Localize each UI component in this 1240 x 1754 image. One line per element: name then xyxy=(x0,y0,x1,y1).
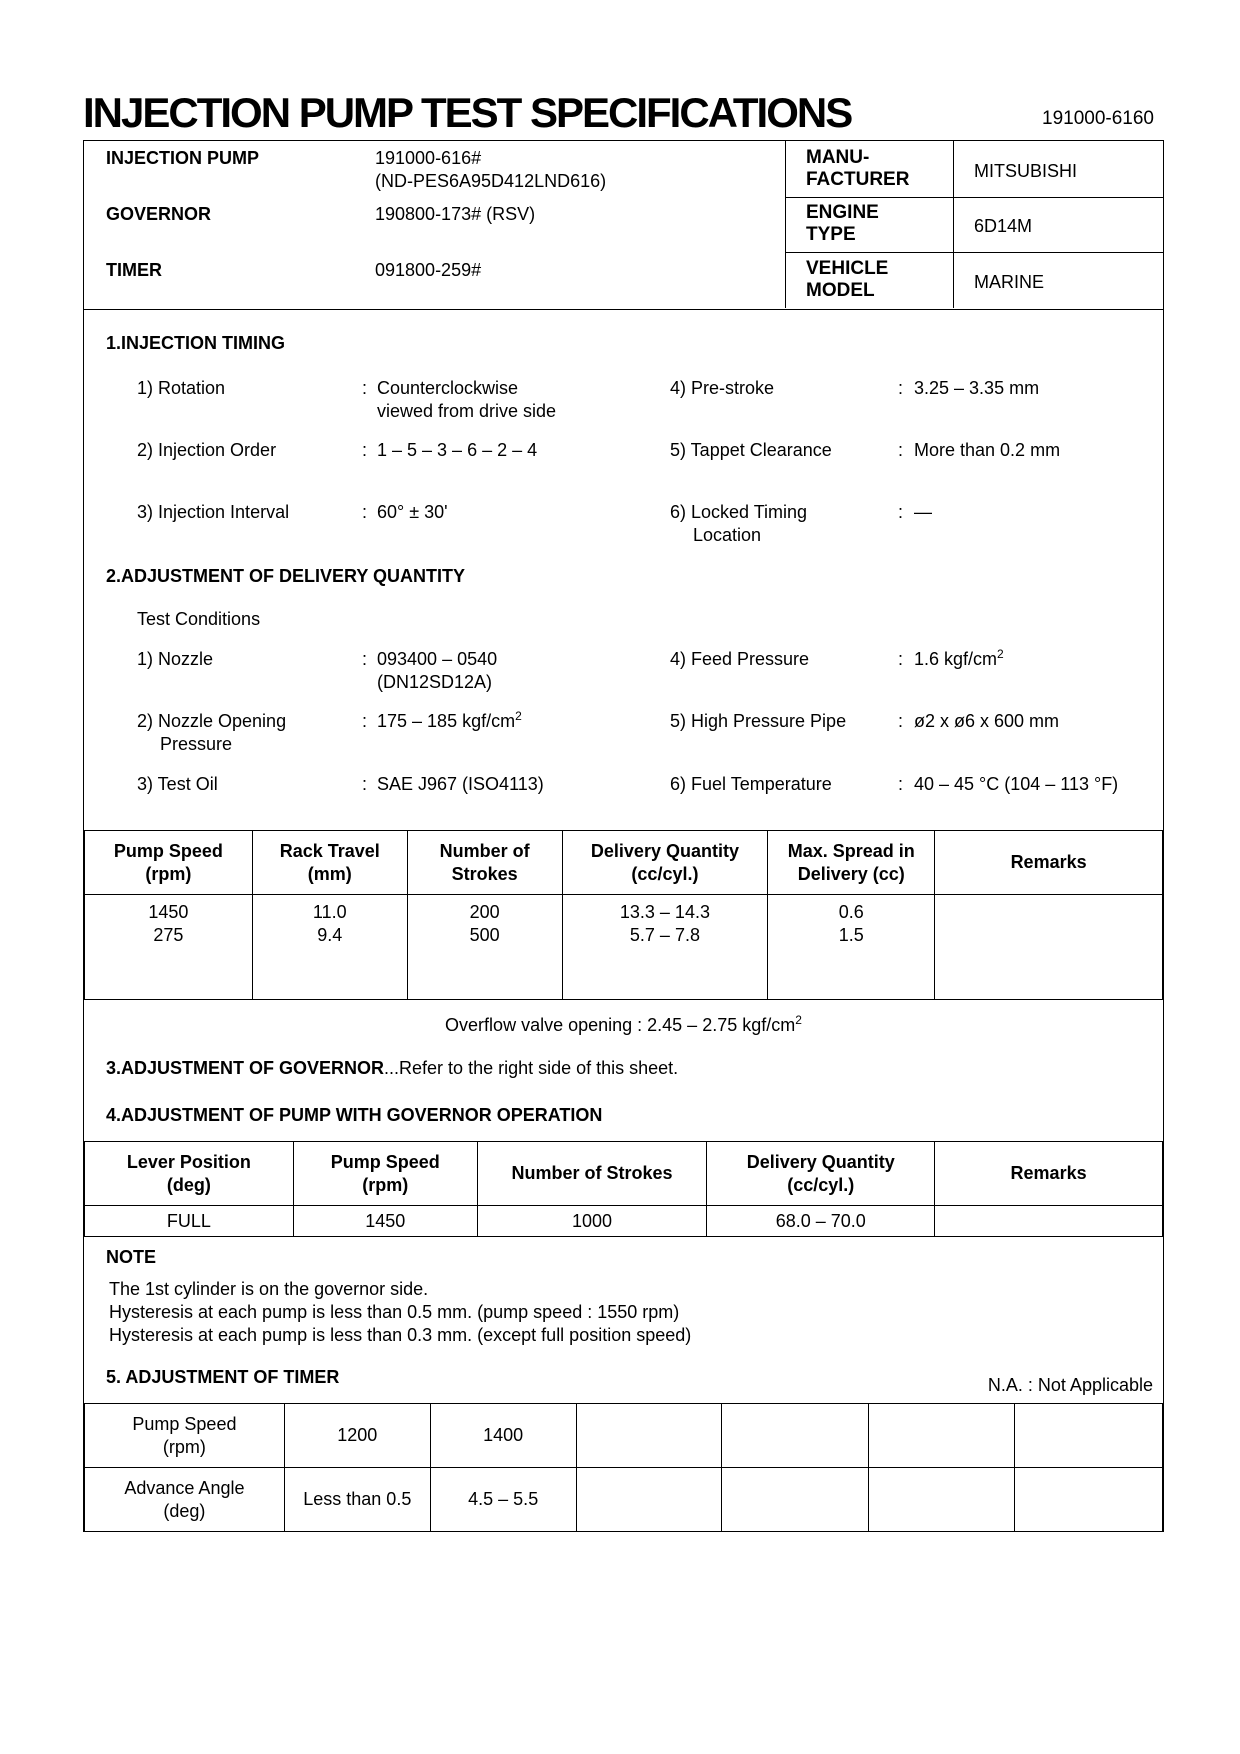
header-text: Delivery (cc) xyxy=(797,863,905,884)
injection-pump-value: 191000-616# xyxy=(375,148,482,168)
header-divider-2 xyxy=(953,141,954,308)
feed-pressure-value xyxy=(914,648,1004,671)
rotation-value: Counterclockwise xyxy=(377,378,519,398)
page-title: INJECTION PUMP TEST SPECIFICATIONS xyxy=(83,89,852,136)
colon: : xyxy=(898,649,904,669)
table-value: 500 xyxy=(469,925,500,945)
advance-angle-value xyxy=(576,1468,722,1532)
high-pressure-pipe-label: 5) High Pressure Pipe xyxy=(670,711,847,731)
colon: : xyxy=(898,711,904,731)
manufacturer-label xyxy=(806,147,909,191)
note-line-1: The 1st cylinder is on the governor side. xyxy=(109,1279,429,1299)
pump-speed-cell xyxy=(85,895,253,1000)
header-text: Lever Position xyxy=(126,1151,251,1172)
vehicle-label-line2: MODEL xyxy=(806,280,875,301)
row-label-text: Advance Angle xyxy=(124,1477,245,1498)
header-text: Remarks xyxy=(1010,1163,1087,1183)
nozzle-opening-value xyxy=(377,710,522,733)
header-lever-position xyxy=(85,1142,294,1206)
remarks-value xyxy=(935,1206,1163,1237)
delivery-table-header xyxy=(85,831,1163,895)
nozzle-value: 093400 – 0540 xyxy=(377,649,498,669)
governor-label: GOVERNOR xyxy=(106,204,212,224)
table-value: 5.7 – 7.8 xyxy=(629,925,700,945)
overflow-valve-note xyxy=(84,1014,1163,1037)
header-remarks xyxy=(935,831,1163,895)
locked-timing-label-line2: Location xyxy=(693,525,762,545)
nozzle-opening-label-line2: Pressure xyxy=(160,734,233,754)
superscript: 2 xyxy=(997,647,1004,661)
manufacturer-label-line1: MANU- xyxy=(806,147,870,168)
header-text: (rpm) xyxy=(362,1174,409,1195)
colon: : xyxy=(898,440,904,460)
not-applicable-note: N.A. : Not Applicable xyxy=(987,1375,1153,1395)
superscript: 2 xyxy=(515,709,522,723)
header-bottom-line xyxy=(84,309,1163,310)
advance-angle-value: 4.5 – 5.5 xyxy=(430,1468,576,1532)
advance-angle-value xyxy=(722,1468,869,1532)
section1-heading: 1.INJECTION TIMING xyxy=(106,333,286,353)
manufacturer-label-line2: FACTURER xyxy=(806,169,910,190)
number-of-strokes-value: 1000 xyxy=(477,1206,707,1237)
header-text: (mm) xyxy=(307,863,352,884)
header-text: Pump Speed xyxy=(330,1151,440,1172)
lever-position-value: FULL xyxy=(85,1206,294,1237)
header-number-of-strokes xyxy=(407,831,562,895)
injection-order-value: 1 – 5 – 3 – 6 – 2 – 4 xyxy=(377,440,538,460)
engine-type-label xyxy=(806,202,879,246)
table-row xyxy=(85,1468,1163,1532)
header-remarks xyxy=(935,1142,1163,1206)
table-row xyxy=(85,1206,1163,1237)
test-conditions-label: Test Conditions xyxy=(137,609,261,629)
header-text: Strokes xyxy=(451,863,518,884)
header-divider-1 xyxy=(785,141,786,308)
engine-label-line2: TYPE xyxy=(806,224,856,245)
timer-speed-value xyxy=(869,1404,1015,1468)
section5-heading: 5. ADJUSTMENT OF TIMER xyxy=(106,1367,340,1387)
delivery-quantity-value: 68.0 – 70.0 xyxy=(707,1206,935,1237)
manufacturer-value: MITSUBISHI xyxy=(974,161,1078,181)
fuel-temperature-label: 6) Fuel Temperature xyxy=(670,774,832,794)
vehicle-model-label xyxy=(806,258,888,302)
table-value: 275 xyxy=(153,925,184,945)
overflow-text: Overflow valve opening : 2.45 – 2.75 kgf/cm xyxy=(445,1015,796,1035)
colon: : xyxy=(362,502,368,522)
table-value: 1.5 xyxy=(838,925,864,945)
engine-type-value: 6D14M xyxy=(974,216,1033,236)
advance-angle-value xyxy=(1015,1468,1163,1532)
header-text: (cc/cyl.) xyxy=(631,863,699,884)
test-oil-value: SAE J967 (ISO4113) xyxy=(377,774,544,794)
row-label-text: (rpm) xyxy=(162,1436,206,1457)
timer-speed-value xyxy=(722,1404,869,1468)
title-row xyxy=(83,88,1164,138)
header-text: Delivery Quantity xyxy=(746,1151,895,1172)
table-value: 200 xyxy=(469,902,500,922)
section3-heading: 3.ADJUSTMENT OF GOVERNOR xyxy=(106,1058,385,1078)
timer-value: 091800-259# xyxy=(375,260,482,280)
nozzle-value-line2: (DN12SD12A) xyxy=(377,672,493,692)
document-code: 191000-6160 xyxy=(1042,108,1154,129)
header-text: Number of xyxy=(439,840,530,861)
section3-text: ...Refer to the right side of this sheet. xyxy=(384,1058,679,1078)
injection-pump-label: INJECTION PUMP xyxy=(106,148,260,168)
header-text: Max. Spread in xyxy=(787,840,915,861)
max-spread-cell xyxy=(768,895,935,1000)
header-text: (deg) xyxy=(166,1174,211,1195)
rotation-value-line2: viewed from drive side xyxy=(377,401,557,421)
table-value: 1450 xyxy=(148,902,189,922)
delivery-quantity-table xyxy=(84,830,1163,1000)
tappet-clearance-value: More than 0.2 mm xyxy=(914,440,1061,460)
nozzle-label: 1) Nozzle xyxy=(137,649,214,669)
header-row-line-2 xyxy=(785,252,1163,253)
governor-table-header xyxy=(85,1142,1163,1206)
header-text: Number of Strokes xyxy=(511,1163,673,1183)
header-delivery-quantity xyxy=(562,831,768,895)
nozzle-opening-label: 2) Nozzle Opening xyxy=(137,711,287,731)
nozzle-opening-text: 175 – 185 kgf/cm xyxy=(377,711,516,731)
header-pump-speed xyxy=(85,831,253,895)
row-label-text: Pump Speed xyxy=(132,1413,237,1434)
colon: : xyxy=(362,378,368,398)
header-text: Pump Speed (rpm) xyxy=(113,840,223,884)
timer-label: TIMER xyxy=(106,260,162,280)
rack-travel-cell xyxy=(252,895,407,1000)
tappet-clearance-label: 5) Tappet Clearance xyxy=(670,440,832,460)
high-pressure-pipe-value: ø2 x ø6 x 600 mm xyxy=(914,711,1060,731)
section4-heading: 4.ADJUSTMENT OF PUMP WITH GOVERNOR OPERATION xyxy=(106,1105,603,1125)
table-value: 9.4 xyxy=(317,925,343,945)
prestroke-label: 4) Pre-stroke xyxy=(670,378,775,398)
table-row xyxy=(85,1404,1163,1468)
table-value: 11.0 xyxy=(312,902,347,922)
colon: : xyxy=(362,649,368,669)
table-value: 13.3 – 14.3 xyxy=(619,902,710,922)
section3-line xyxy=(106,1057,678,1080)
note-line-3: Hysteresis at each pump is less than 0.3 mm. (except full position speed) xyxy=(109,1325,692,1345)
header-delivery-quantity xyxy=(707,1142,935,1206)
note-line-2: Hysteresis at each pump is less than 0.5 mm. (pump speed : 1550 rpm) xyxy=(109,1302,680,1322)
header-row-line-1 xyxy=(785,197,1163,198)
header-text: Delivery Quantity xyxy=(590,840,739,861)
pump-speed-value: 1450 xyxy=(293,1206,477,1237)
engine-label-line1: ENGINE xyxy=(806,202,879,223)
advance-angle-row-label xyxy=(85,1468,285,1532)
colon: : xyxy=(362,711,368,731)
table-value: 0.6 xyxy=(838,902,864,922)
advance-angle-value xyxy=(869,1468,1015,1532)
header-pump-speed xyxy=(293,1142,477,1206)
advance-angle-value: Less than 0.5 xyxy=(284,1468,430,1532)
header-max-spread xyxy=(768,831,935,895)
fuel-temperature-value: 40 – 45 °C (104 – 113 °F) xyxy=(914,774,1119,794)
injection-pump-model: (ND-PES6A95D412LND616) xyxy=(375,171,607,191)
prestroke-value: 3.25 – 3.35 mm xyxy=(914,378,1040,398)
feed-pressure-text: 1.6 kgf/cm xyxy=(914,649,998,669)
timer-speed-value xyxy=(1015,1404,1163,1468)
header-text: Rack Travel xyxy=(279,840,380,861)
remarks-cell xyxy=(935,895,1163,1000)
governor-value: 190800-173# (RSV) xyxy=(375,204,536,224)
locked-timing-label: 6) Locked Timing xyxy=(670,502,808,522)
timer-table xyxy=(84,1403,1163,1532)
timer-speed-value: 1400 xyxy=(430,1404,576,1468)
colon: : xyxy=(362,774,368,794)
injection-interval-value: 60° ± 30' xyxy=(377,502,448,522)
locked-timing-value: — xyxy=(914,502,932,522)
header-rack-travel xyxy=(252,831,407,895)
superscript: 2 xyxy=(795,1013,802,1027)
governor-operation-table xyxy=(84,1141,1163,1237)
rotation-label: 1) Rotation xyxy=(137,378,226,398)
delivery-quantity-cell xyxy=(562,895,768,1000)
timer-speed-value: 1200 xyxy=(284,1404,430,1468)
number-of-strokes-cell xyxy=(407,895,562,1000)
colon: : xyxy=(362,440,368,460)
header-text: (cc/cyl.) xyxy=(787,1174,855,1195)
timer-speed-value xyxy=(576,1404,722,1468)
header-text: Remarks xyxy=(1010,852,1087,872)
feed-pressure-label: 4) Feed Pressure xyxy=(670,649,810,669)
row-label-text: (deg) xyxy=(163,1500,206,1521)
injection-interval-label: 3) Injection Interval xyxy=(137,502,290,522)
spec-frame xyxy=(83,140,1164,1532)
header-number-of-strokes xyxy=(477,1142,707,1206)
delivery-table-body xyxy=(85,895,1163,1000)
note-heading: NOTE xyxy=(106,1247,157,1267)
colon: : xyxy=(898,502,904,522)
injection-order-label: 2) Injection Order xyxy=(137,440,277,460)
colon: : xyxy=(898,774,904,794)
pump-speed-row-label xyxy=(85,1404,285,1468)
test-oil-label: 3) Test Oil xyxy=(137,774,218,794)
vehicle-model-value: MARINE xyxy=(974,272,1045,292)
section2-heading: 2.ADJUSTMENT OF DELIVERY QUANTITY xyxy=(106,566,466,586)
colon: : xyxy=(898,378,904,398)
vehicle-label-line1: VEHICLE xyxy=(806,258,889,279)
